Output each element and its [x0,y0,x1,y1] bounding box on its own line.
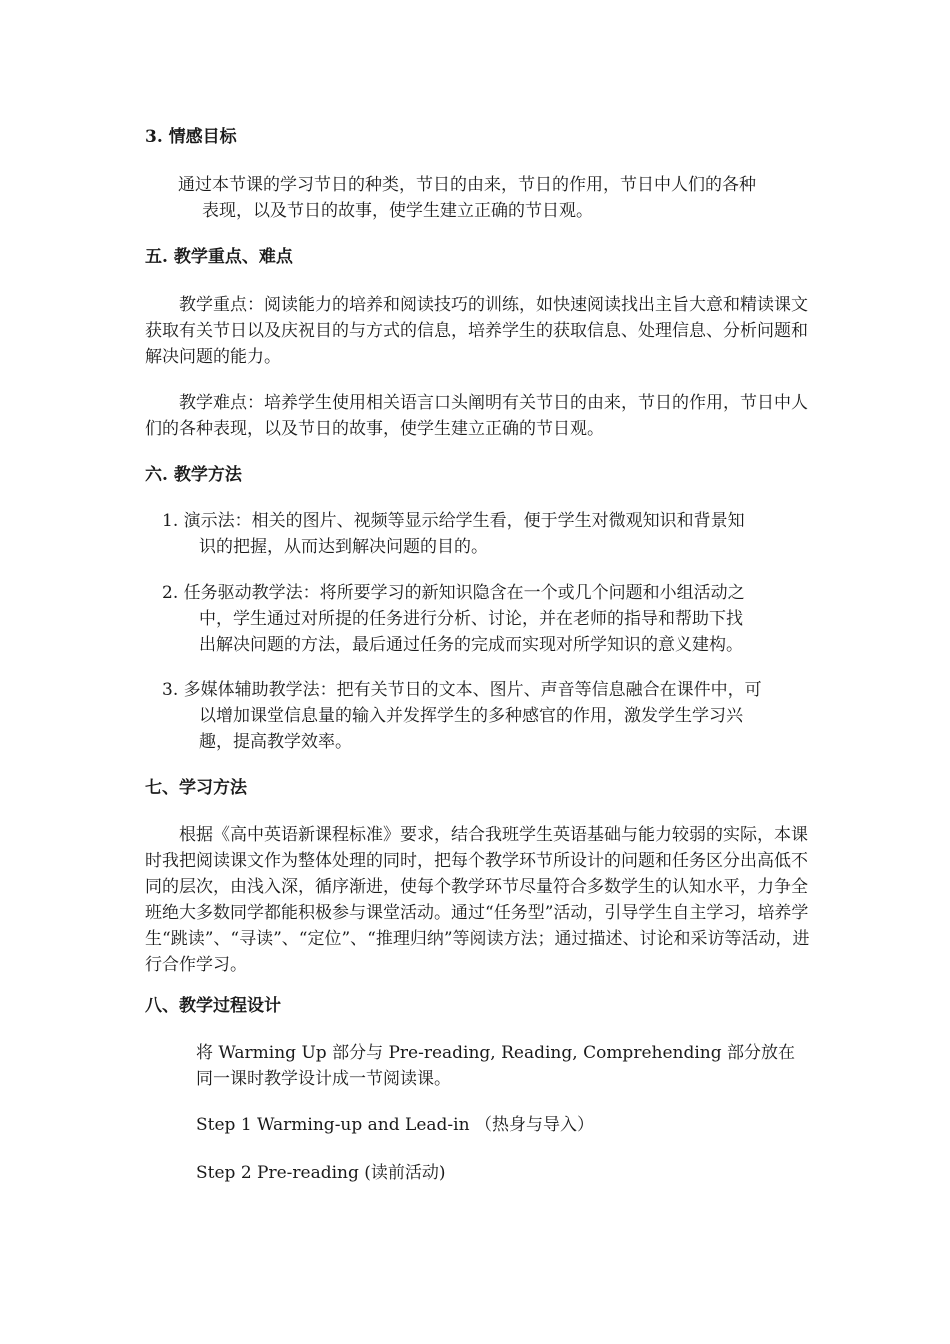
step-2: Step 2 Pre-reading (读前活动) [196,1163,446,1183]
section-5-heading: 五. 教学重点、难点 [145,247,293,267]
method-item-1 [162,508,822,560]
method-item-3-line-3: 趣，提高教学效率。 [199,732,352,752]
method-item-1-line-1: 1. 演示法：相关的图片、视频等显示给学生看，便于学生对微观知识和背景知 [162,511,745,531]
section-3-heading: 3. 情感目标 [145,127,237,147]
method-item-1-line-2: 识的把握，从而达到解决问题的目的。 [199,537,488,557]
section-8-intro: 将 Warming Up 部分与 Pre-reading, Reading, Comprehending 部分放在同一课时教学设计成一节阅读课。 [196,1043,796,1089]
method-item-3-line-1: 3. 多媒体辅助教学法：把有关节日的文本、图片、声音等信息融合在课件中，可 [162,680,762,700]
method-item-3 [162,677,822,755]
method-item-2-line-2: 中，学生通过对所提的任务进行分析、讨论，并在老师的指导和帮助下找 [199,609,743,629]
section-3-paragraph [178,172,818,224]
method-item-2-line-3: 出解决问题的方法，最后通过任务的完成而实现对所学知识的意义建构。 [199,635,743,655]
section-7-heading: 七、学习方法 [145,778,247,798]
section-3-paragraph-line-2: 表现，以及节日的故事，使学生建立正确的节日观。 [202,201,593,221]
section-6-heading: 六. 教学方法 [145,465,242,485]
step-1: Step 1 Warming-up and Lead-in （热身与导入） [196,1115,594,1135]
method-item-2 [162,580,822,658]
section-7-paragraph: 根据《高中英语新课程标准》要求，结合我班学生英语基础与能力较弱的实际，本课时我把阅读课文作为整体处理的同时，把每个教学环节所设计的问题和任务区分出高低不同的层次，由浅入深，循序渐进，使每个教学环节尽量符合多数学生的认知水平，力争全班绝大多数同学都能积极参与课堂活动。通过“任务型”活动，引导学生自主学习，培养学生“跳读”、“寻读”、“定位”、“推理归纳”等阅读方法；通过描述、讨论和采访等活动，进行合作学习。 [145,825,810,975]
section-3-paragraph-line-1: 通过本节课的学习节日的种类，节日的由来，节日的作用，节日中人们的各种 [178,175,756,195]
section-5-difficulty-paragraph: 教学难点：培养学生使用相关语言口头阐明有关节日的由来，节日的作用，节日中人们的各种表现，以及节日的故事，使学生建立正确的节日观。 [145,393,808,439]
method-item-2-line-1: 2. 任务驱动教学法：将所要学习的新知识隐含在一个或几个问题和小组活动之 [162,583,745,603]
section-8-heading: 八、教学过程设计 [145,996,281,1016]
section-5-focus-paragraph: 教学重点：阅读能力的培养和阅读技巧的训练，如快速阅读找出主旨大意和精读课文获取有关节日以及庆祝目的与方式的信息，培养学生的获取信息、处理信息、分析问题和解决问题的能力。 [145,295,808,367]
method-item-3-line-2: 以增加课堂信息量的输入并发挥学生的多种感官的作用，激发学生学习兴 [199,706,743,726]
